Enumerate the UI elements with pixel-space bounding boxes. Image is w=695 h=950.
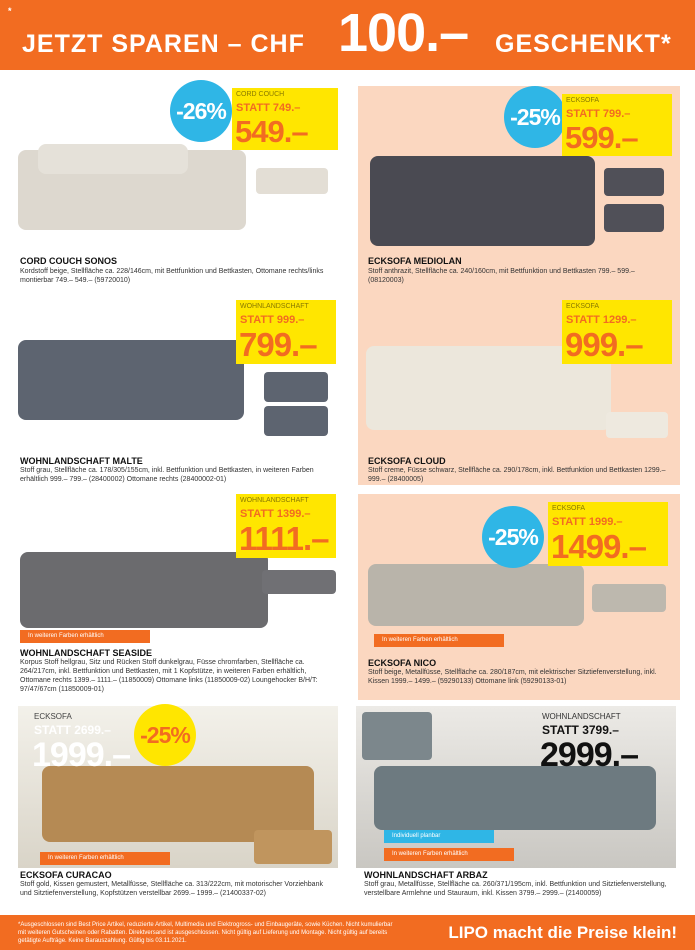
new-price: 1999.– <box>32 736 130 774</box>
product-category: ECKSOFA <box>566 303 600 310</box>
old-price: STATT 1399.– <box>240 508 311 520</box>
product-card-curacao[interactable] <box>18 706 340 912</box>
old-price: STATT 2699.– <box>34 723 111 737</box>
new-price: 599.– <box>565 120 638 155</box>
fine-print: *Ausgeschlossen sind Best Price Artikel, reduzierte Artikel, Multimedia und Elektrogross- und Einbaugeräte, sowie Küchen. Nicht kumulierbar mit weiteren Gutscheinen oder Rabatten. Direktversand ist ausgeschlossen. Nicht gültig auf Lieferung und Montage. Nicht gültig auf bereits getätigte Aufträge. Keine Barauszahlung. Gültig bis 03.11.2021. <box>18 922 393 944</box>
footer-bar <box>0 915 695 950</box>
planning-tag: Individuell planbar <box>384 830 494 843</box>
product-thumbnail <box>264 372 328 402</box>
product-description: Stoff creme, Füsse schwarz, Stellfläche ca. 290/178cm, inkl. Bettfunktion und Bettkasten 1299.– 999.– (28400005) <box>368 467 666 483</box>
product-category: WOHNLANDSCHAFT <box>542 712 621 721</box>
product-category: WOHNLANDSCHAFT <box>240 497 309 504</box>
old-price: STATT 3799.– <box>542 723 619 737</box>
product-thumbnail <box>262 570 336 594</box>
product-category: WOHNLANDSCHAFT <box>240 303 309 310</box>
product-thumbnail <box>604 168 664 196</box>
product-category: ECKSOFA <box>566 97 600 104</box>
banner-asterisk: * <box>8 6 12 16</box>
header-banner <box>0 0 695 70</box>
product-thumbnail <box>264 406 328 436</box>
product-title: CORD COUCH SONOS <box>20 256 118 266</box>
product-description: Stoff beige, Metallfüsse, Stellfläche ca. 280/187cm, mit elektrischer Sitztiefenverstellung, inkl. Kissen 1999.– 1499.– (59290133) Ottomane link (59290133-01) <box>368 669 657 685</box>
product-card-mediolan[interactable] <box>358 86 680 301</box>
product-title: ECKSOFA MEDIOLAN <box>368 256 462 266</box>
price-box <box>562 300 672 364</box>
old-price: STATT 799.– <box>566 108 631 120</box>
new-price: 1499.– <box>551 528 646 565</box>
product-category: ECKSOFA <box>552 505 586 512</box>
product-description: Korpus Stoff hellgrau, Sitz und Rücken Stoff dunkelgrau, Füsse chromfarben, Stellfläche ca. 264/217cm, inkl. Bettfunktion und Bettkasten, mit 1 Kopfstütze, in weiteren Farben erhältlich, Ottomane rechts 1399.– 1111.– (11850009) Ottomane links (11850009-02) Loungehocker B/H/T: 97/47/67cm (11850009-01) <box>20 659 318 693</box>
product-card-seaside[interactable] <box>0 494 345 704</box>
product-description: Stoff anthrazit, Stellfläche ca. 240/160cm, mit Bettfunktion und Bettkasten 799.– 599.– (08120003) <box>368 268 635 284</box>
product-title: ECKSOFA CLOUD <box>368 456 446 466</box>
price-box <box>232 88 338 150</box>
discount-badge: -25% <box>482 506 544 568</box>
slogan: LIPO macht die Preise klein! <box>448 923 677 942</box>
product-title: ECKSOFA NICO <box>368 658 437 668</box>
price-box <box>236 494 336 558</box>
price-box <box>236 300 336 364</box>
old-price: STATT 999.– <box>240 314 305 326</box>
product-thumbnail <box>604 204 664 232</box>
old-price: STATT 749.– <box>236 102 301 114</box>
product-category: ECKSOFA <box>34 712 72 721</box>
discount-badge: -26% <box>170 80 232 142</box>
product-description: Stoff gold, Kissen gemustert, Metallfüsse, Stellfläche ca. 313/222cm, mit motorischer Vorziehbank und Sitztiefenverstellung, Kopfstützen verstellbar 2699.– 1999.– (21400337-02) <box>20 881 323 897</box>
new-price: 799.– <box>239 326 317 363</box>
banner-amount: 100.– <box>338 3 469 63</box>
color-options-tag: In weiteren Farben erhältlich <box>384 848 514 861</box>
new-price: 1111.– <box>239 520 329 557</box>
product-title: WOHNLANDSCHAFT SEASIDE <box>20 648 152 658</box>
product-card-nico[interactable] <box>358 494 680 700</box>
product-description: Kordstoff beige, Stellfläche ca. 228/146cm, mit Bettfunktion und Bettkasten, Ottomane rechts/links montierbar 749.– 549.– (59720010) <box>20 268 324 284</box>
product-description: Stoff grau, Stellfläche ca. 178/305/155cm, inkl. Bettfunktion und Bettkasten, in weiteren Farben erhältlich 999.– 799.– (28400002) Ottomane rechts (28400002-01) <box>20 467 314 483</box>
product-card-cloud[interactable] <box>358 300 680 485</box>
discount-badge: -25% <box>504 86 566 148</box>
color-options-tag: In weiteren Farben erhältlich <box>374 634 504 647</box>
product-category: CORD COUCH <box>236 91 285 98</box>
product-title: ECKSOFA CURACAO <box>20 870 112 880</box>
product-image <box>18 340 244 420</box>
old-price: STATT 1999.– <box>552 516 623 528</box>
price-box <box>548 502 668 566</box>
product-thumbnail <box>254 830 332 864</box>
product-card-malte[interactable] <box>0 300 345 490</box>
product-image <box>20 552 268 628</box>
product-image <box>370 156 595 246</box>
product-image <box>374 766 656 830</box>
color-options-tag: In weiteren Farben erhältlich <box>20 630 150 643</box>
color-options-tag: In weiteren Farben erhältlich <box>40 852 170 865</box>
product-thumbnail <box>606 412 668 438</box>
banner-text-left: JETZT SPAREN – CHF <box>22 30 305 58</box>
product-thumbnail <box>362 712 432 760</box>
product-title: WOHNLANDSCHAFT MALTE <box>20 456 143 466</box>
new-price: 999.– <box>565 326 643 363</box>
product-card-arbaz[interactable] <box>356 706 678 912</box>
product-thumbnail <box>592 584 666 612</box>
new-price: 549.– <box>235 114 308 149</box>
discount-badge: -25% <box>134 704 196 766</box>
product-title: WOHNLANDSCHAFT ARBAZ <box>364 870 488 880</box>
product-card-sonos[interactable] <box>0 78 345 308</box>
old-price: STATT 1299.– <box>566 314 637 326</box>
product-image-backrest <box>38 144 188 174</box>
product-image <box>368 564 584 626</box>
product-description: Stoff grau, Metallfüsse, Stellfläche ca. 260/371/195cm, inkl. Bettfunktion und Sitztiefenverstellung, verstellbare Armlehne und Stauraum, inkl. Kissen 3799.– 2999.– (21400059) <box>364 881 667 897</box>
product-thumbnail <box>256 168 328 194</box>
price-box <box>562 94 672 156</box>
new-price: 2999.– <box>540 736 638 774</box>
banner-text-right: GESCHENKT* <box>495 30 672 58</box>
